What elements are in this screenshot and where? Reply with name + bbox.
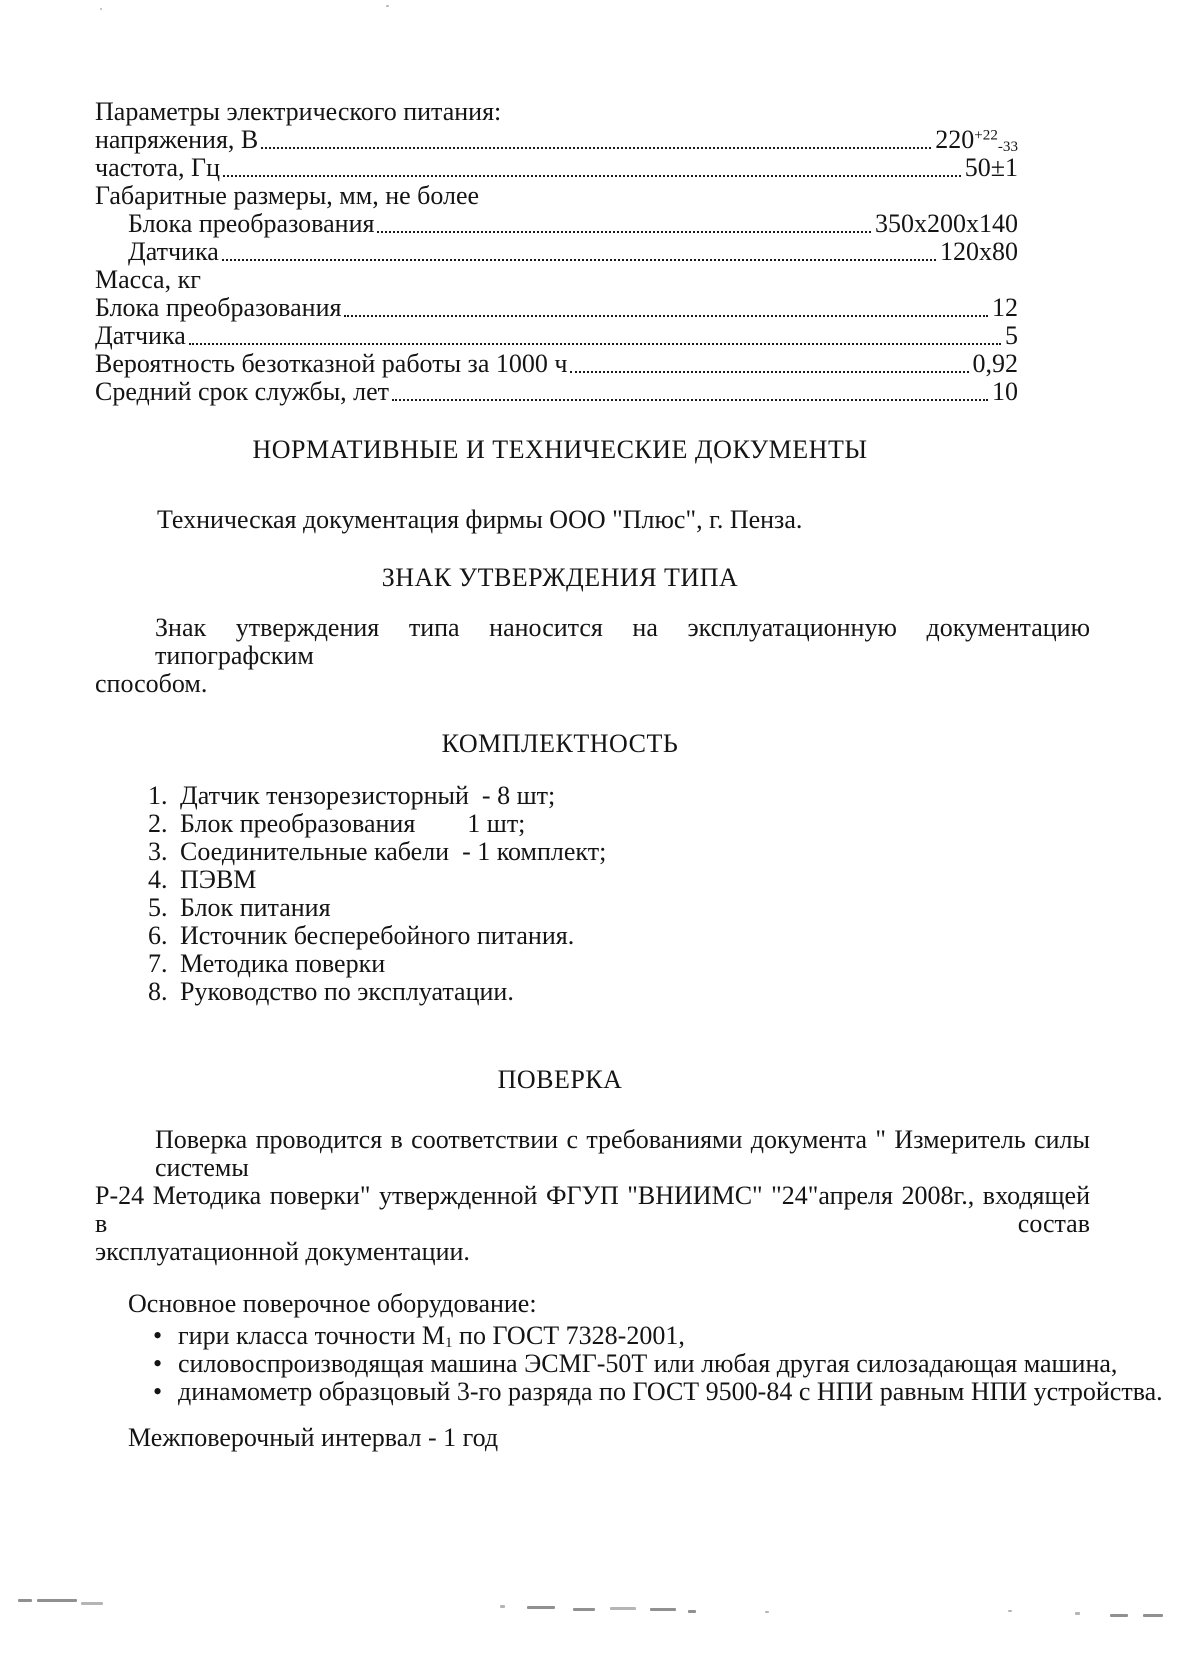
scan-artifact: [650, 1608, 676, 1611]
section-heading-verification: ПОВЕРКА: [497, 1065, 623, 1094]
item-text: Блок преобразования 1 шт;: [180, 809, 526, 838]
item-text: Методика поверки: [180, 949, 386, 978]
spec-value: 10: [992, 377, 1018, 406]
scan-artifact: [1075, 1612, 1080, 1615]
scan-artifact: [1110, 1614, 1128, 1617]
scan-artifact: [100, 8, 102, 10]
list-item: [148, 838, 1090, 866]
value-subscript: -33: [997, 139, 1018, 156]
scan-artifact: [37, 1599, 77, 1602]
item-number: 1.: [148, 781, 168, 810]
scan-artifact: [81, 1602, 103, 1605]
spec-value: 120x80: [940, 237, 1018, 266]
dot-leader: [189, 322, 1001, 350]
section-approval-heading-wrap: [95, 564, 1025, 592]
spec-value: 350x200x140: [875, 209, 1018, 238]
bullet-text: [178, 1322, 685, 1350]
scan-artifact: [527, 1606, 555, 1609]
item-number: 6.: [148, 921, 168, 950]
section-verify-heading-wrap: [95, 1066, 1025, 1094]
spec-value: 5: [1005, 321, 1018, 350]
list-item: [148, 950, 1090, 978]
item-text: Руководство по эксплуатации.: [180, 977, 514, 1006]
spec-list: [95, 98, 1090, 406]
bullet-item: [153, 1349, 1118, 1378]
spec-label: Блока преобразования: [128, 209, 375, 238]
scan-artifact: [573, 1608, 595, 1611]
spec-row: [95, 98, 1018, 126]
spec-row: [95, 238, 1018, 266]
dot-leader: [261, 126, 931, 154]
section-heading-completeness: КОМПЛЕКТНОСТЬ: [441, 729, 679, 758]
item-number: 7.: [148, 949, 168, 978]
approval-paragraph: [95, 614, 1090, 698]
scan-artifact: [1143, 1614, 1163, 1617]
spec-value: [935, 126, 1018, 154]
dot-leader: [392, 378, 988, 406]
list-item: [148, 866, 1090, 894]
spec-label: напряжения, В: [95, 125, 259, 154]
spec-row: [95, 154, 1018, 182]
bullet-text-subscript: 1: [445, 1335, 453, 1352]
section-heading-normative: НОРМАТИВНЫЕ И ТЕХНИЧЕСКИЕ ДОКУМЕНТЫ: [252, 435, 868, 464]
approval-paragraph-line: Знак утверждения типа наносится на эксплуатационную документацию типографским: [155, 613, 1090, 670]
item-text: Источник бесперебойного питания.: [180, 921, 575, 950]
item-text: Блок питания: [180, 893, 331, 922]
scan-artifact: [1008, 1610, 1012, 1612]
spec-row: [95, 182, 1018, 210]
bullet-icon: •: [153, 1377, 163, 1406]
item-text: Датчик тензорезисторный - 8 шт;: [180, 781, 556, 810]
spec-row: [95, 266, 1018, 294]
equipment-label: Основное поверочное оборудование:: [128, 1289, 537, 1318]
item-number: 8.: [148, 977, 168, 1006]
scan-artifact: [18, 1599, 32, 1602]
spec-value: 0,92: [972, 349, 1018, 378]
bullet-item: [153, 1322, 1090, 1350]
verification-paragraph-line: Поверка проводится в соответствии с требованиями документа " Измеритель силы системы: [155, 1125, 1090, 1182]
dot-leader: [222, 238, 936, 266]
item-text: Соединительные кабели - 1 комплект;: [180, 837, 607, 866]
normative-paragraph: Техническая документация фирмы ООО "Плюс", г. Пенза.: [157, 505, 803, 534]
value-superscript: +22: [974, 127, 998, 144]
list-item: [148, 782, 1090, 810]
scan-artifact: [688, 1610, 696, 1613]
scan-artifact: [610, 1607, 636, 1610]
dot-leader: [223, 154, 961, 182]
spec-row: [95, 210, 1018, 238]
spec-label: Блока преобразования: [95, 293, 342, 322]
value-base: 220: [935, 125, 975, 154]
interval-note: Межповерочный интервал - 1 год: [128, 1423, 499, 1452]
bullet-text: силовоспроизводящая машина ЭСМГ-50Т или любая другая силозадающая машина,: [178, 1349, 1118, 1378]
completeness-list: [95, 782, 1090, 1006]
list-item: [148, 922, 1090, 950]
section-complete-heading-wrap: [95, 730, 1025, 758]
spec-label: Параметры электрического питания:: [95, 97, 502, 126]
spec-row: [95, 378, 1018, 406]
verification-paragraph-line: эксплуатационной документации.: [95, 1237, 470, 1266]
bullet-text-pre: гири класса точности М: [178, 1321, 445, 1350]
item-text: ПЭВМ: [180, 865, 257, 894]
list-item: [148, 894, 1090, 922]
spec-row: [95, 126, 1018, 154]
verification-paragraph: [95, 1126, 1090, 1266]
item-number: 5.: [148, 893, 168, 922]
verification-paragraph-line: Р-24 Методика поверки" утвержденной ФГУП "ВНИИМС" "24"апреля 2008г., входящей в состав: [95, 1181, 1090, 1238]
document-content: [95, 97, 1163, 1452]
approval-paragraph-line: способом.: [95, 669, 208, 698]
spec-value: 12: [992, 293, 1018, 322]
spec-row: [95, 350, 1018, 378]
dot-leader: [570, 350, 968, 378]
spec-row: [95, 294, 1018, 322]
bullet-icon: •: [153, 1349, 163, 1378]
spec-label: частота, Гц: [95, 153, 220, 182]
dot-leader: [377, 210, 871, 238]
item-number: 2.: [148, 809, 168, 838]
spec-row: [95, 322, 1018, 350]
list-item: [148, 810, 1090, 838]
item-number: 3.: [148, 837, 168, 866]
spec-label: Габаритные размеры, мм, не более: [95, 181, 480, 210]
list-item: [148, 978, 1090, 1006]
scan-artifact: [500, 1605, 505, 1608]
section-normative-heading-wrap: [95, 436, 1025, 464]
spec-label: Датчика: [95, 321, 186, 350]
bullet-text: динамометр образцовый 3-го разряда по ГОСТ 9500-84 с НПИ равным НПИ устройства.: [178, 1377, 1163, 1406]
dot-leader: [344, 294, 988, 322]
spec-label: Масса, кг: [95, 265, 201, 294]
bullet-item: [153, 1377, 1163, 1406]
spec-label: Вероятность безотказной работы за 1000 ч: [95, 349, 568, 378]
spec-label: Датчика: [128, 237, 219, 266]
scan-artifact: [386, 5, 389, 7]
section-heading-approval: ЗНАК УТВЕРЖДЕНИЯ ТИПА: [381, 563, 739, 592]
bullet-icon: •: [153, 1321, 163, 1350]
spec-label: Средний срок службы, лет: [95, 377, 390, 406]
bullet-text-post: по ГОСТ 7328-2001,: [452, 1321, 685, 1350]
item-number: 4.: [148, 865, 168, 894]
equipment-bullet-list: [95, 1321, 1163, 1406]
spec-value: 50±1: [964, 153, 1018, 182]
scan-artifact: [765, 1611, 769, 1613]
